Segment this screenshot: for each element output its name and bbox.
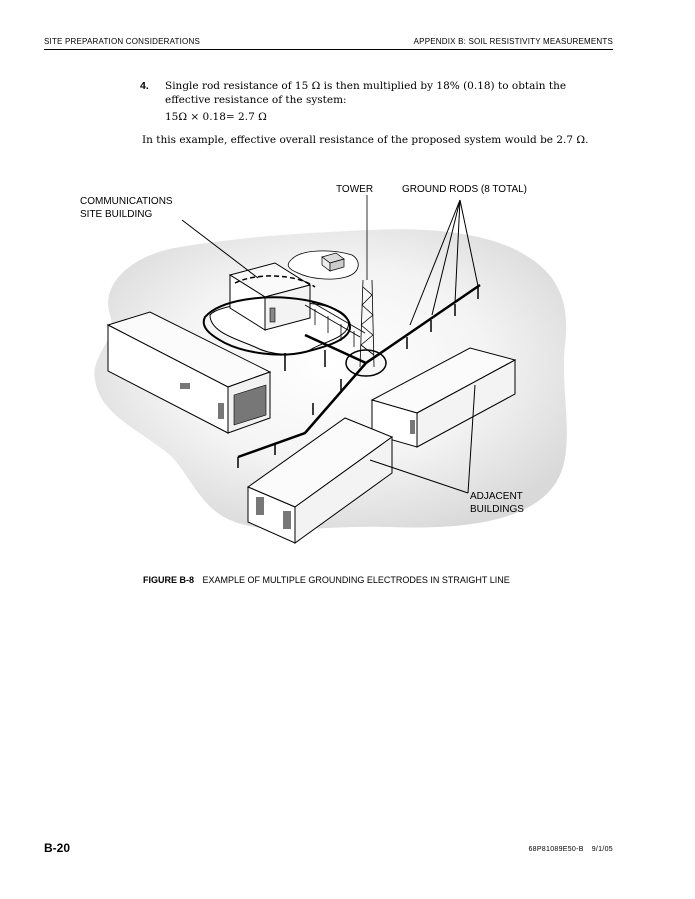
label-tower: TOWER <box>336 184 374 195</box>
doc-date: 9/1/05 <box>591 846 613 853</box>
summary-paragraph: In this example, effective overall resistance of the proposed system would be 2.7 Ω. <box>142 134 589 146</box>
step-item <box>140 79 610 107</box>
formula: 15Ω × 0.18= 2.7 Ω <box>165 111 267 123</box>
header-rule <box>44 49 613 50</box>
step-text: Single rod resistance of 15 Ω is then multiplied by 18% (0.18) to obtain the effective resistance of the system: <box>165 80 567 106</box>
page-number: B-20 <box>44 841 71 855</box>
running-header-left: SITE PREPARATION CONSIDERATIONS <box>44 37 200 46</box>
caption-number: FIGURE B-8 <box>143 575 195 585</box>
label-adjacent-2: BUILDINGS <box>470 504 524 515</box>
label-communications-1: COMMUNICATIONS <box>80 196 173 207</box>
running-header-right: APPENDIX B: SOIL RESISTIVITY MEASUREMENTS <box>413 37 613 46</box>
footer-doc-info <box>528 846 613 853</box>
label-communications-2: SITE BUILDING <box>80 209 153 220</box>
step-number: 4. <box>140 80 149 92</box>
label-ground-rods: GROUND RODS (8 TOTAL) <box>402 184 528 195</box>
doc-id: 68P81089E50-B <box>528 846 584 853</box>
caption-text: EXAMPLE OF MULTIPLE GROUNDING ELECTRODES IN STRAIGHT LINE <box>202 575 510 585</box>
figure-caption <box>143 575 510 585</box>
figure-grounding-diagram <box>70 175 630 570</box>
label-adjacent-1: ADJACENT <box>470 491 523 502</box>
grounding-illustration <box>70 175 630 570</box>
